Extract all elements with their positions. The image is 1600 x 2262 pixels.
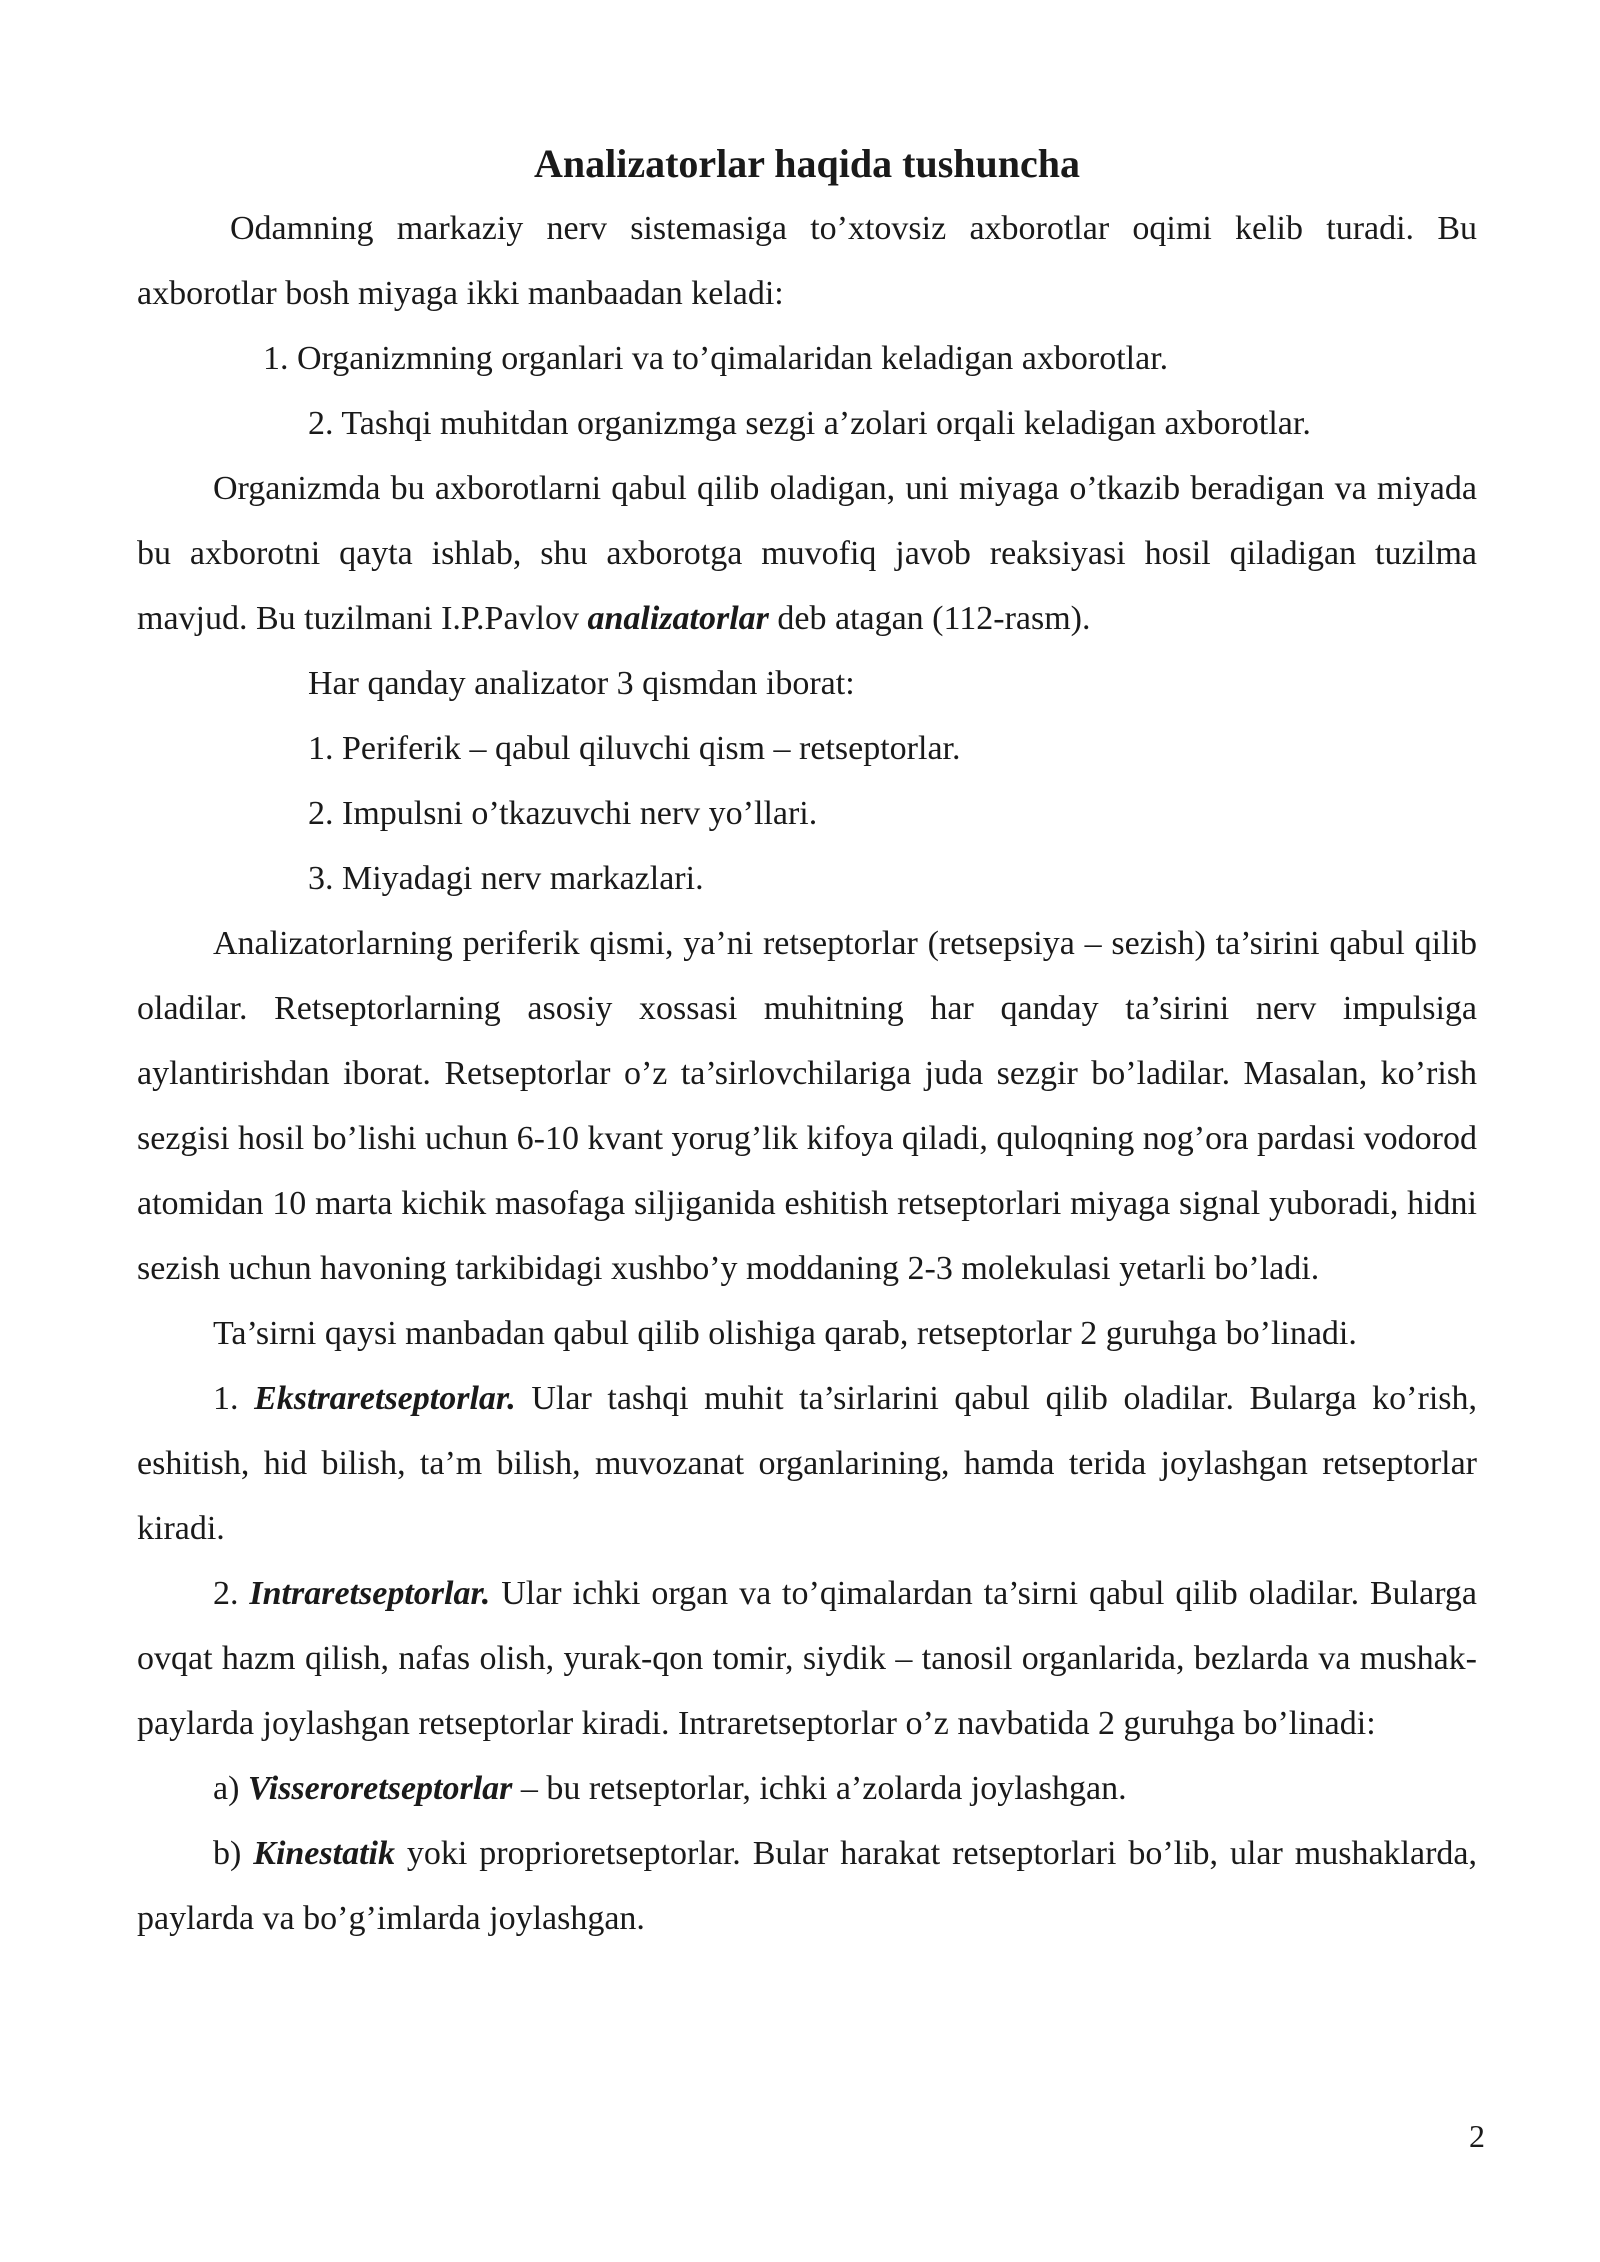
part-item-3: 3. Miyadagi nerv markazlari. (308, 860, 704, 897)
group2-number: 2. (213, 1575, 250, 1612)
term-kinestatik: Kinestatik (253, 1835, 395, 1872)
term-visseroretseptorlar: Visseroretseptorlar (247, 1770, 513, 1807)
sub-b-number: b) (213, 1835, 254, 1872)
document-page (137, 130, 1477, 1951)
source-item-2: 2. Tashqi muhitdan organizmga sezgi a’zolari orqali keladigan axborotlar. (308, 405, 1311, 442)
group2-paragraph (137, 1561, 1477, 1756)
part-item-2: 2. Impulsni o’tkazuvchi nerv yo’llari. (308, 795, 818, 832)
receptors-paragraph: Analizatorlarning periferik qismi, ya’ni retseptorlar (retsepsiya – sezish) ta’sirini qabul qilib oladilar. Retseptorlarning asosiy xossasi muhitning har qanday ta’sirini nerv impulsiga aylantirishdan iborat. Retseptorlar o’z ta’sirlovchilariga juda sezgir bo’ladilar. Masalan, ko’rish sezgisi hosil bo’lishi uchun 6-10 kvant yorug’lik kifoya qiladi, quloqning nog’ora pardasi vodorod atomidan 10 marta kichik masofaga siljiganida eshitish retseptorlari miyaga signal yuboradi, hidni sezish uchun havoning tarkibidagi xushbo’y moddaning 2-3 molekulasi yetarli bo’ladi. (137, 925, 1477, 1287)
page-title: Analizatorlar haqida tushuncha (533, 141, 1081, 186)
sub-a-text: – bu retseptorlar, ichki a’zolarda joylashgan. (512, 1770, 1127, 1807)
group2-text: Ular ichki organ va to’qimalardan ta’sirni qabul qilib oladilar. Bularga ovqat hazm qilish, nafas olish, yurak-qon tomir, siydik – tanosil organlarida, bezlarda va mushak-paylarda joylashgan retseptorlar kiradi. Intraretseptorlar o’z navbatida 2 guruhga bo’linadi: (137, 1575, 1478, 1742)
group1-text: Ular tashqi muhit ta’sirlarini qabul qilib oladilar. Bularga ko’rish, eshitish, hid bilish, ta’m bilish, muvozanat organlarining, hamda terida joylashgan retseptorlar kiradi. (137, 1380, 1477, 1547)
sub-b-paragraph (137, 1821, 1477, 1951)
structure-text-after: deb atagan (112-rasm). (768, 600, 1091, 637)
sub-b-text: yoki proprioretseptorlar. Bular harakat retseptorlari bo’lib, ular mushaklarda, paylarda va bo’g’imlarda joylashgan. (137, 1835, 1477, 1937)
term-ekstraretseptorlar: Ekstraretseptorlar. (254, 1380, 516, 1417)
sub-a-paragraph (137, 1756, 1477, 1821)
groups-paragraph: Ta’sirni qaysi manbadan qabul qilib olishiga qarab, retseptorlar 2 guruhga bo’linadi. (213, 1315, 1357, 1352)
sub-a-number: a) (213, 1770, 248, 1807)
group1-paragraph (137, 1366, 1477, 1561)
page-number: 2 (1469, 2118, 1485, 2154)
structure-paragraph (137, 456, 1477, 651)
term-intraretseptorlar: Intraretseptorlar. (249, 1575, 491, 1612)
part-item-1: 1. Periferik – qabul qiluvchi qism – retseptorlar. (308, 730, 961, 767)
term-analizatorlar: analizatorlar (587, 600, 769, 637)
parts-intro: Har qanday analizator 3 qismdan iborat: (308, 665, 855, 702)
structure-text-before: Organizmda bu axborotlarni qabul qilib oladigan, uni miyaga o’tkazib beradigan va miyada bu axborotni qayta ishlab, shu axborotga muvofiq javob reaksiyasi hosil qiladigan tuzilma mavjud. Bu tuzilmani I.P.Pavlov (137, 470, 1477, 637)
source-item-1: 1. Organizmning organlari va to’qimalaridan keladigan axborotlar. (263, 340, 1169, 377)
group1-number: 1. (213, 1380, 255, 1417)
intro-paragraph: Odamning markaziy nerv sistemasiga to’xtovsiz axborotlar oqimi kelib turadi. Bu axborotlar bosh miyaga ikki manbaadan keladi: (137, 210, 1477, 312)
